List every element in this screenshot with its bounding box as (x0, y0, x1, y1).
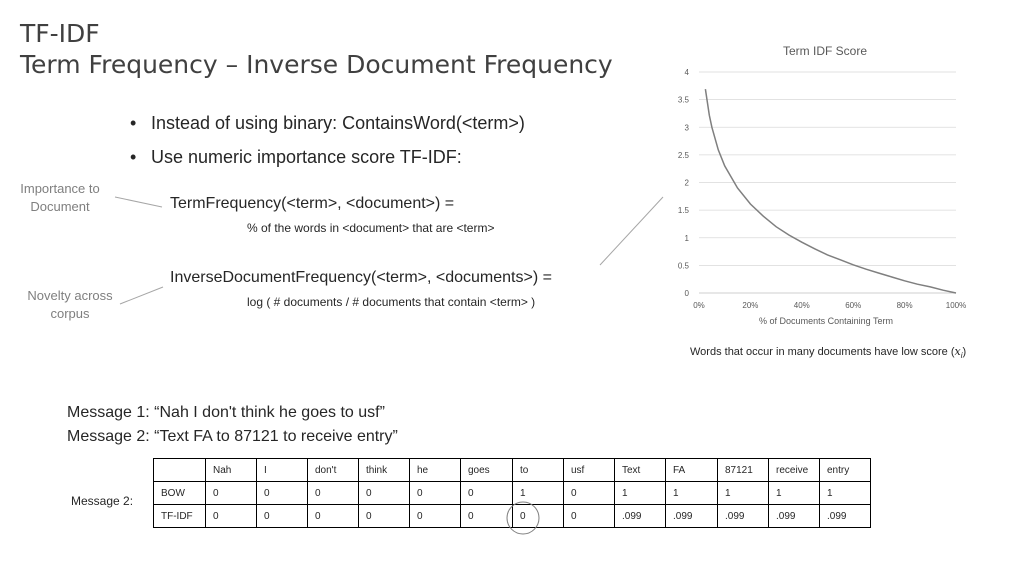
row-label-cell: TF-IDF (154, 505, 206, 528)
table-cell: 0 (206, 482, 257, 505)
header-cell: don't (308, 459, 359, 482)
table-cell: 0 (410, 505, 461, 528)
chart-x-tick-label: 0% (693, 301, 705, 310)
header-cell: FA (666, 459, 718, 482)
caption-close: ) (962, 346, 967, 358)
chart-y-tick-label: 3.5 (677, 95, 689, 105)
header-cell: think (359, 459, 410, 482)
table-cell: 1 (820, 482, 871, 505)
chart-x-tick-label: 20% (742, 301, 759, 310)
table-cell: 1 (513, 482, 564, 505)
table-cell: 1 (615, 482, 666, 505)
header-cell: receive (769, 459, 820, 482)
header-cell (154, 459, 206, 482)
chart-title: Term IDF Score (782, 44, 868, 58)
table-cell: 0 (308, 482, 359, 505)
chart-x-tick-label: 60% (845, 301, 862, 310)
chart-y-tick-label: 4 (684, 68, 689, 77)
table-cell: 0 (308, 505, 359, 528)
importance-annotation (10, 180, 110, 216)
table-cell: 1 (718, 482, 769, 505)
bullet-text: Instead of using binary: ContainsWord(<term>) (151, 113, 525, 133)
table-cell: 0 (359, 505, 410, 528)
chart-caption (690, 345, 966, 360)
chart-y-tick-label: 2 (684, 178, 689, 188)
tf-formula: TermFrequency(<term>, <document>) = (170, 195, 455, 212)
caption-text: Words that occur in many documents have low score ( (690, 346, 955, 358)
table-cell: 0 (461, 482, 513, 505)
table-cell: 0 (564, 482, 615, 505)
header-cell: usf (564, 459, 615, 482)
caption-subscript: i (960, 351, 963, 361)
header-cell: goes (461, 459, 513, 482)
header-cell: I (257, 459, 308, 482)
idf-chart (660, 40, 990, 340)
importance-line-1: Importance to (20, 181, 100, 196)
table-cell: 0 (461, 505, 513, 528)
chart-y-tick-label: 3 (684, 123, 689, 133)
message-2: Message 2: “Text FA to 87121 to receive entry” (67, 428, 398, 445)
bullet-dot-icon: • (130, 147, 137, 167)
table-cell: .099 (615, 505, 666, 528)
chart-x-tick-label: 40% (793, 301, 810, 310)
table-cell: 0 (206, 505, 257, 528)
table-cell: 1 (769, 482, 820, 505)
table-header-row (154, 459, 871, 482)
novelty-line-2: corpus (50, 306, 90, 321)
chart-y-tick-label: 1 (684, 233, 689, 243)
chart-y-tick-label: 0.5 (677, 261, 689, 271)
bullet-dot-icon: • (130, 113, 137, 133)
table-cell: .099 (820, 505, 871, 528)
table-cell: .099 (769, 505, 820, 528)
row-label-cell: BOW (154, 482, 206, 505)
header-cell: 87121 (718, 459, 769, 482)
novelty-line-1: Novelty across (27, 288, 113, 303)
header-cell: he (410, 459, 461, 482)
connector-novelty (120, 287, 163, 304)
chart-series-line (705, 89, 956, 293)
chart-gridlines (699, 72, 956, 293)
header-cell: Text (615, 459, 666, 482)
chart-y-ticks (678, 68, 690, 298)
table-cell: 0 (257, 505, 308, 528)
table-cell: .099 (718, 505, 769, 528)
chart-y-tick-label: 2.5 (677, 150, 689, 160)
table-row-bow (154, 482, 871, 505)
importance-line-2: Document (30, 199, 90, 214)
table-cell: 0 (564, 505, 615, 528)
tfidf-table (153, 458, 871, 528)
chart-y-tick-label: 0 (684, 289, 689, 298)
title-line-1: TF-IDF (20, 19, 100, 48)
table-row-tfidf (154, 505, 871, 528)
message-1: Message 1: “Nah I don't think he goes to usf” (67, 404, 385, 421)
header-cell: entry (820, 459, 871, 482)
connector-importance (115, 197, 162, 207)
tf-detail: % of the words in <document> that are <term> (247, 221, 495, 235)
connector-chart (600, 197, 663, 265)
chart-x-ticks (693, 301, 966, 310)
chart-x-tick-label: 80% (896, 301, 913, 310)
table-cell: .099 (666, 505, 718, 528)
idf-detail: log ( # documents / # documents that contain <term> ) (247, 295, 536, 309)
table-row-group-label: Message 2: (71, 494, 134, 508)
table-cell: 0 (257, 482, 308, 505)
chart-x-axis-label: % of Documents Containing Term (759, 316, 893, 326)
title-line-2: Term Frequency – Inverse Document Frequency (20, 50, 613, 79)
table-cell: 1 (666, 482, 718, 505)
caption-variable: x (954, 345, 961, 358)
chart-x-tick-label: 100% (945, 301, 967, 310)
novelty-annotation (20, 287, 120, 323)
chart-y-tick-label: 1.5 (677, 206, 689, 216)
table-cell: 0 (513, 505, 564, 528)
table-cell: 0 (359, 482, 410, 505)
bullet-text: Use numeric importance score TF-IDF: (151, 147, 462, 167)
header-cell: to (513, 459, 564, 482)
header-cell: Nah (206, 459, 257, 482)
table-cell: 0 (410, 482, 461, 505)
idf-formula: InverseDocumentFrequency(<term>, <documents>) = (170, 269, 552, 286)
